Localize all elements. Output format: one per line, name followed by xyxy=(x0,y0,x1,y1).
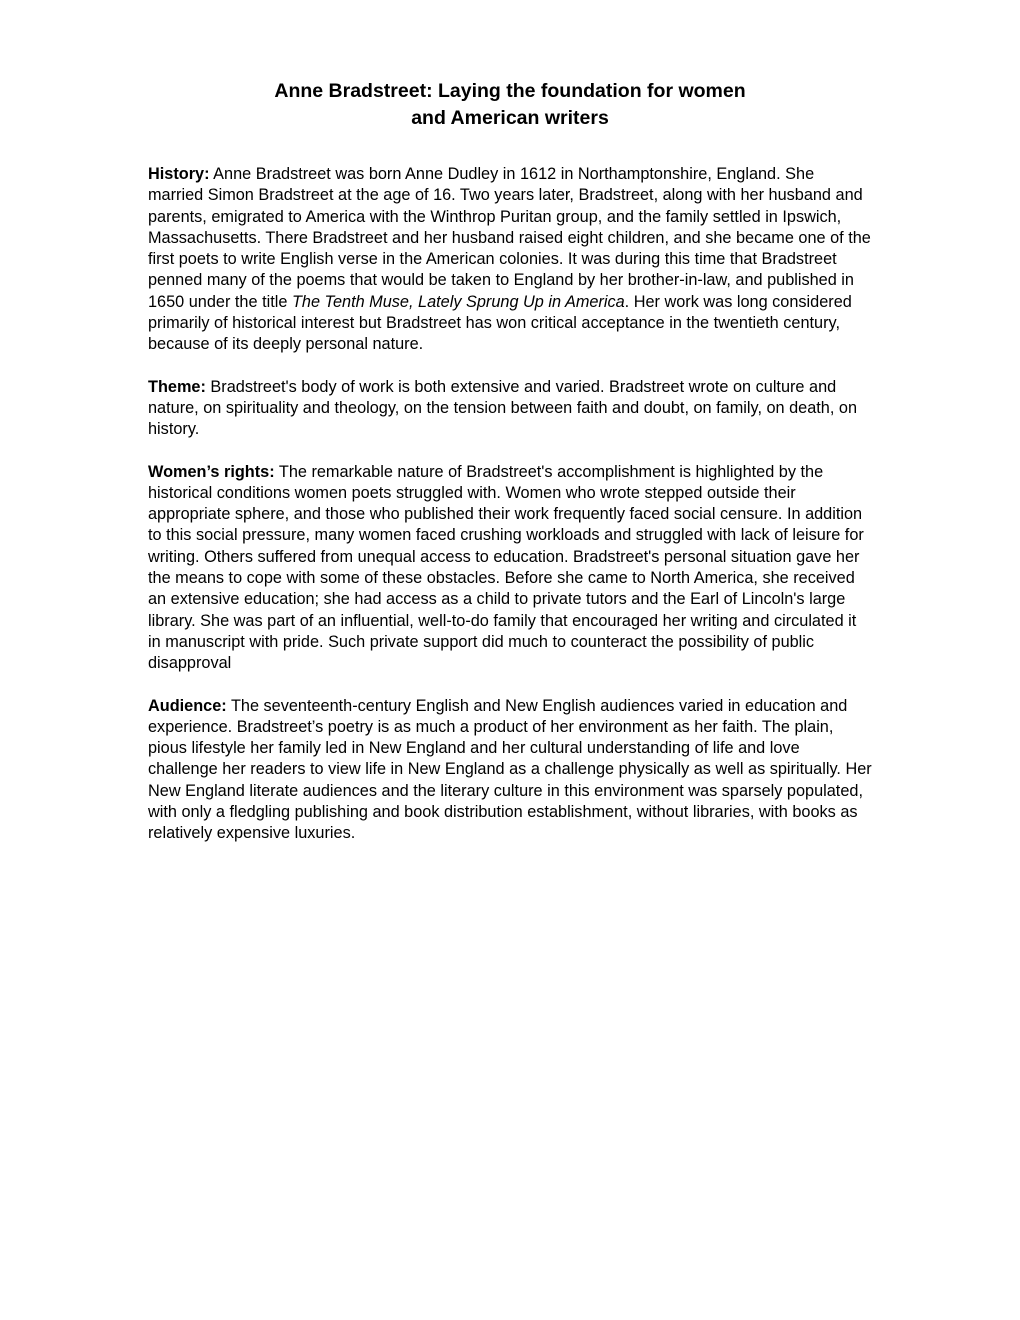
document-body xyxy=(148,164,872,845)
page-title xyxy=(148,78,872,132)
paragraph-text-history-part-1: Anne Bradstreet was born Anne Dudley in 1612 in Northamptonshire, England. She married Simon Bradstreet at the age of 16. Two years later, Bradstreet, along with her husband and parents, emigrated to America with the Winthrop Puritan group, and the family settled in Ipswich, Massachusetts. There Bradstreet and her husband raised eight children, and she became one of the first poets to write English verse in the American colonies. It was during this time that Bradstreet penned many of the poems that would be taken to England by her brother-in-law, and published in 1650 under the title xyxy=(148,165,871,311)
paragraph-label-womens-rights: Women’s rights: xyxy=(148,462,275,481)
paragraph-theme xyxy=(148,377,872,441)
paragraph-text-theme: Bradstreet's body of work is both extensive and varied. Bradstreet wrote on culture and nature, on spirituality and theology, on the tension between faith and doubt, on family, on death, on history. xyxy=(148,377,858,439)
paragraph-text-womens-rights: The remarkable nature of Bradstreet's accomplishment is highlighted by the historical conditions women poets struggled with. Women who wrote stepped outside their appropriate sphere, and those who published their work frequently faced social censure. In addition to this social pressure, many women faced crushing workloads and struggled with lack of leisure for writing. Others suffered from unequal access to education. Bradstreet's personal situation gave her the means to cope with some of these obstacles. Before she came to North America, she received an extensive education; she had access as a child to private tutors and the Earl of Lincoln's large library. She was part of an influential, well-to-do family that encouraged her writing and circulated it in manuscript with pride. Such private support did much to counteract the possibility of public disapproval xyxy=(148,462,864,673)
page-title-line-2: and American writers xyxy=(411,107,609,129)
paragraph-text-history-part-2: . Her work was long considered primarily of historical interest but Bradstreet has won critical acceptance in the twentieth century, because of its deeply personal nature. xyxy=(148,292,852,354)
book-title-the-tenth-muse: The Tenth Muse, Lately Sprung Up in America xyxy=(291,292,625,311)
paragraph-womens-rights xyxy=(148,462,872,675)
paragraph-label-audience: Audience: xyxy=(148,696,227,715)
paragraph-text-audience: The seventeenth-century English and New English audiences varied in education and experience. Bradstreet’s poetry is as much a product of her environment as her faith. The plain, pious lifestyle her family led in New England and her cultural understanding of life and love challenge her readers to view life in New England as a challenge physically as well as spiritually. Her New England literate audiences and the literary culture in this environment was sparsely populated, with only a fledgling publishing and book distribution establishment, without libraries, with books as relatively expensive luxuries. xyxy=(148,696,872,843)
paragraph-label-theme: Theme: xyxy=(148,377,206,396)
paragraph-history xyxy=(148,164,872,356)
paragraph-audience xyxy=(148,696,872,845)
paragraph-label-history: History: xyxy=(148,165,210,183)
page-title-line-1: Anne Bradstreet: Laying the foundation for women xyxy=(274,80,746,102)
